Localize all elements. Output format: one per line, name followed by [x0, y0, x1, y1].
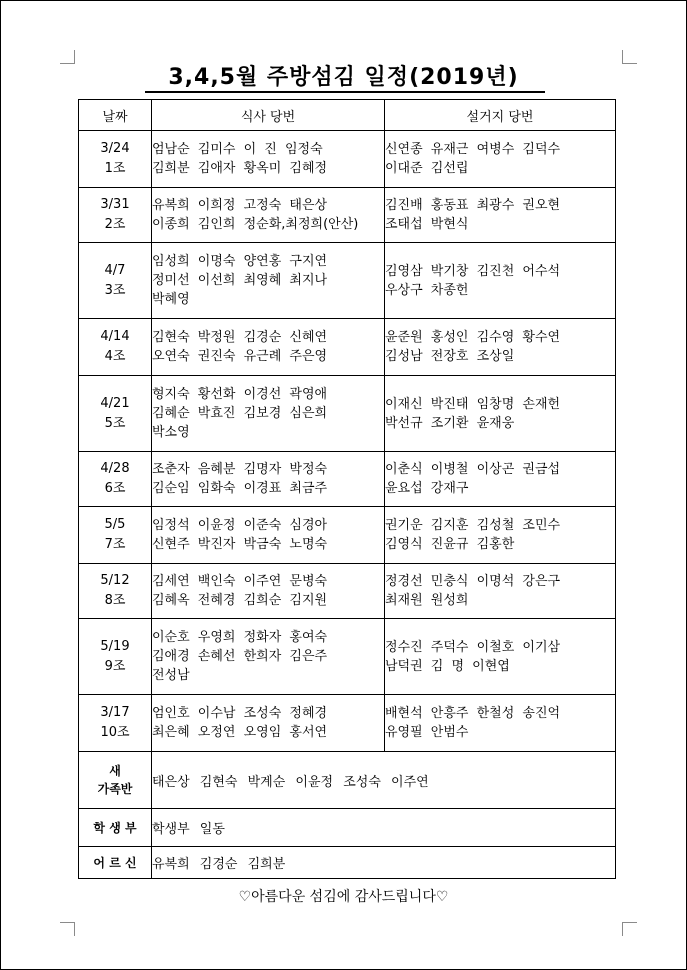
group-date: 5/5	[104, 517, 126, 532]
group-date-cell	[79, 188, 152, 243]
group-date-cell	[79, 319, 152, 376]
group-number: 7조	[104, 537, 126, 552]
dish-duty-cell	[385, 319, 616, 376]
meal-duty-names: 최은혜 오정연 오영임 홍서연	[152, 725, 328, 740]
dish-duty-names: 배현석 안흥주 한철성 송진억	[385, 706, 561, 721]
dish-duty-names: 남덕권 김 명 이현엽	[385, 658, 510, 674]
dish-duty-names: 김영식 진윤규 김홍한	[385, 537, 515, 552]
dish-duty-names: 윤준원 홍성인 김수영 황수연	[385, 330, 561, 345]
dish-duty-cell	[385, 619, 616, 695]
crop-mark-bottom-left-h	[60, 922, 74, 923]
dish-duty-names: 유영필 안범수	[385, 725, 469, 740]
meal-duty-names: 신현주 박진자 박금숙 노명숙	[152, 537, 328, 552]
dish-duty-cell	[385, 188, 616, 243]
meal-duty-names: 박소영	[152, 425, 190, 440]
meal-duty-cell	[152, 564, 385, 619]
group-row	[79, 131, 616, 188]
dish-duty-names: 이춘식 이병철 이상곤 권금섭	[385, 462, 561, 477]
group-row	[79, 695, 616, 752]
group-date: 4/21	[100, 395, 130, 411]
meal-duty-cell	[152, 188, 385, 243]
group-date-cell	[79, 131, 152, 188]
meal-duty-names: 오연숙 권진숙 유근례 주은영	[152, 349, 328, 364]
group-date: 4/28	[100, 461, 130, 476]
header-dish: 설거지 당번	[385, 100, 616, 131]
group-date: 3/17	[100, 705, 130, 720]
meal-duty-names: 이종희 김인희 정순화,최정희(안산)	[152, 217, 359, 232]
dish-duty-names: 김성남 전장호 조상일	[385, 349, 515, 364]
dish-duty-names: 김영삼 박기창 김진천 어수석	[385, 263, 561, 279]
meal-duty-names: 김혜순 박효진 김보경 심은희	[152, 406, 328, 421]
crop-mark-bottom-right-h	[623, 922, 637, 923]
dish-duty-cell	[385, 243, 616, 319]
meal-duty-cell	[152, 319, 385, 376]
meal-duty-cell	[152, 243, 385, 319]
group-row	[79, 243, 616, 319]
special-label: 어 르 신	[79, 847, 152, 879]
header-meal: 식사 당번	[152, 100, 385, 131]
meal-duty-names: 전성남	[152, 668, 190, 683]
group-date: 4/14	[100, 329, 130, 344]
group-date: 3/24	[100, 141, 130, 156]
group-date-cell	[79, 507, 152, 564]
dish-duty-names: 조태섭 박현식	[385, 217, 469, 232]
dish-duty-cell	[385, 131, 616, 188]
meal-duty-cell	[152, 131, 385, 188]
header-date: 날짜	[79, 100, 152, 131]
meal-duty-names: 박혜영	[152, 292, 190, 307]
group-date-cell	[79, 376, 152, 452]
header-row	[79, 100, 616, 131]
meal-duty-names: 김애경 손혜선 한희자 김은주	[152, 649, 328, 664]
special-row-students	[79, 809, 616, 847]
group-row	[79, 452, 616, 507]
group-date-cell	[79, 243, 152, 319]
dish-duty-names: 신연종 유재근 여병수 김덕수	[385, 142, 561, 157]
group-date-cell	[79, 564, 152, 619]
special-names: 태은상 김현숙 박계순 이윤정 조성숙 이주연	[152, 752, 616, 809]
dish-duty-names: 정경선 민충식 이명석 강은구	[385, 574, 561, 589]
group-row	[79, 319, 616, 376]
dish-duty-cell	[385, 564, 616, 619]
dish-duty-names: 최재원 원성희	[385, 593, 469, 608]
special-names: 학생부 일동	[152, 809, 616, 847]
group-number: 5조	[104, 415, 126, 431]
group-row	[79, 188, 616, 243]
dish-duty-names: 정수진 주덕수 이철호 이기삼	[385, 639, 561, 655]
special-label: 학 생 부	[79, 809, 152, 847]
group-number: 3조	[104, 282, 126, 298]
dish-duty-names: 이재신 박진태 임창명 손재헌	[385, 396, 561, 412]
group-number: 9조	[104, 658, 126, 674]
meal-duty-cell	[152, 619, 385, 695]
group-date-cell	[79, 695, 152, 752]
schedule-table	[78, 99, 616, 879]
meal-duty-names: 조춘자 음혜분 김명자 박정숙	[152, 462, 328, 477]
dish-duty-names: 박선규 조기환 윤재웅	[385, 415, 515, 431]
group-date: 5/19	[100, 638, 130, 654]
dish-duty-cell	[385, 507, 616, 564]
group-number: 2조	[104, 217, 126, 232]
meal-duty-names: 김혜옥 전혜경 김희순 김지원	[152, 593, 328, 608]
meal-duty-names: 김세연 백인숙 이주연 문병숙	[152, 574, 328, 589]
group-row	[79, 507, 616, 564]
dish-duty-names: 권기운 김지훈 김성철 조민수	[385, 518, 561, 533]
group-number: 4조	[104, 349, 126, 364]
special-label-line: 새	[109, 764, 121, 778]
meal-duty-cell	[152, 452, 385, 507]
meal-duty-names: 임성희 이명숙 양연홍 구지연	[152, 254, 328, 269]
group-number: 10조	[100, 725, 130, 740]
dish-duty-cell	[385, 376, 616, 452]
dish-duty-cell	[385, 695, 616, 752]
group-row	[79, 376, 616, 452]
dish-duty-names: 김진배 홍동표 최광수 권오현	[385, 198, 561, 213]
meal-duty-names: 임정석 이윤정 이준숙 심경아	[152, 518, 328, 533]
meal-duty-names: 유복희 이희정 고정숙 태은상	[152, 198, 328, 213]
dish-duty-names: 이대준 김선립	[385, 161, 469, 176]
group-number: 6조	[104, 481, 126, 496]
meal-duty-names: 김현숙 박정원 김경순 신혜연	[152, 330, 328, 345]
special-label	[79, 752, 152, 809]
meal-duty-cell	[152, 695, 385, 752]
title-underline	[145, 91, 545, 93]
special-row-elders	[79, 847, 616, 879]
group-date-cell	[79, 619, 152, 695]
page-title: 3,4,5월 주방섬김 일정(2019년)	[168, 65, 519, 90]
meal-duty-cell	[152, 376, 385, 452]
crop-mark-bottom-left	[74, 922, 75, 936]
group-date-cell	[79, 452, 152, 507]
special-names: 유복희 김경순 김희분	[152, 847, 616, 879]
crop-mark-bottom-right	[622, 922, 623, 936]
group-row	[79, 564, 616, 619]
group-number: 1조	[104, 161, 126, 176]
meal-duty-names: 엄남순 김미수 이 진 임정숙	[152, 142, 323, 157]
meal-duty-cell	[152, 507, 385, 564]
group-date: 3/31	[100, 197, 130, 212]
meal-duty-names: 정미선 이선희 최영혜 최지나	[152, 273, 328, 288]
meal-duty-names: 김순임 임화숙 이경표 최금주	[152, 481, 328, 496]
group-row	[79, 619, 616, 695]
special-label-line: 가족반	[97, 782, 133, 796]
dish-duty-names: 우상구 차종헌	[385, 282, 469, 298]
dish-duty-names: 윤요섭 강재구	[385, 481, 469, 496]
group-date: 5/12	[100, 573, 130, 588]
meal-duty-names: 이순호 우영희 정화자 홍여숙	[152, 630, 328, 645]
dish-duty-cell	[385, 452, 616, 507]
group-number: 8조	[104, 593, 126, 608]
meal-duty-names: 김희분 김애자 황옥미 김혜정	[152, 161, 328, 176]
special-row-new-family	[79, 752, 616, 809]
group-date: 4/7	[104, 262, 126, 278]
meal-duty-names: 엄인호 이수남 조성숙 정혜경	[152, 706, 328, 721]
meal-duty-names: 형지숙 황선화 이경선 곽영애	[152, 387, 328, 402]
footer-message: ♡아름다운 섬김에 감사드립니다♡	[238, 889, 449, 905]
